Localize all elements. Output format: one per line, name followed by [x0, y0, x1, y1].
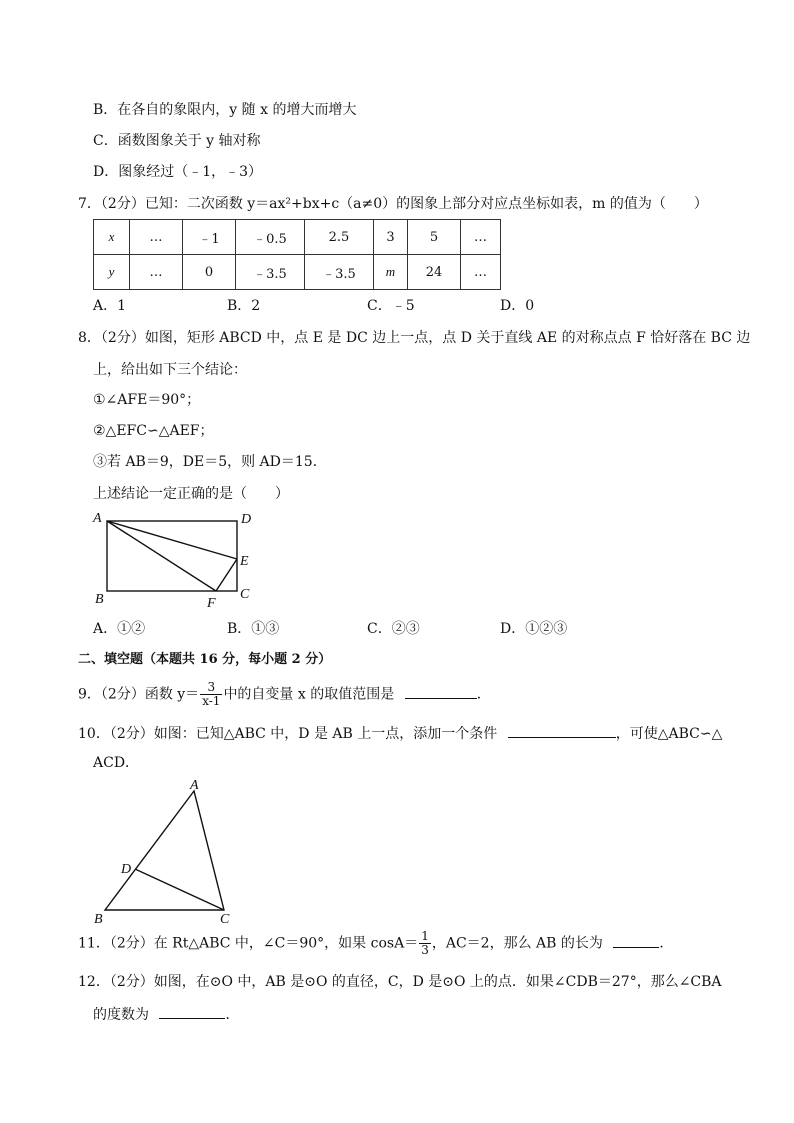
table-row-y: [94, 255, 501, 290]
q7-option-a: A．1: [93, 298, 127, 314]
label-d: D: [241, 512, 252, 527]
q8-question: 上述结论一定正确的是（ ）: [93, 486, 289, 502]
segment-fe: [216, 559, 237, 591]
q8-option-d: D．①②③: [500, 621, 568, 637]
label-a: A: [93, 511, 102, 526]
q9-frac-numerator: 3: [207, 680, 216, 694]
q9-answer-blank[interactable]: [405, 684, 477, 699]
q7-option-c: C．﹣5: [367, 298, 415, 314]
table-cell: 24: [408, 255, 461, 290]
table-cell: x: [94, 220, 130, 255]
table-cell: …: [130, 220, 183, 255]
q6-option-b: B．在各自的象限内，y 随 x 的增大而增大: [93, 102, 357, 118]
q9-prefix: 9．（2分）函数 y＝: [78, 686, 200, 703]
rectangle-abcd: [107, 521, 237, 591]
q8-conclusion-2: ②△EFC∽△AEF；: [93, 423, 214, 439]
segment-dc: [135, 869, 224, 910]
table-row-x: [94, 220, 501, 255]
q12-end: ．: [225, 1007, 240, 1023]
q10-triangle-figure: [88, 775, 248, 930]
q11-end: ．: [659, 935, 674, 952]
segment-ae: [107, 521, 237, 559]
q10-line2: ACD．: [93, 755, 140, 771]
q12-line2: [93, 1004, 239, 1024]
label-b: B: [95, 592, 104, 607]
table-cell: ﹣3.5: [305, 255, 374, 290]
q7-stem: 7．（2分）已知：二次函数 y＝ax²+bx+c（a≠0）的图象上部分对应点坐标如表，m 的值为（ ）: [78, 196, 708, 212]
q9-line: [78, 681, 491, 708]
q6-option-c: C．函数图象关于 y 轴对称: [93, 133, 261, 149]
table-cell: 2.5: [305, 220, 374, 255]
table-cell: y: [94, 255, 130, 290]
q11-frac-denominator: 3: [421, 943, 429, 957]
q12-prefix: 的度数为: [93, 1007, 149, 1023]
q8-stem-line1: 8．（2分）如图，矩形 ABCD 中，点 E 是 DC 边上一点，点 D 关于直线 AE 的对称点点 F 恰好落在 BC 边: [78, 330, 751, 346]
q9-end: ．: [476, 686, 491, 703]
table-cell: m: [374, 255, 408, 290]
q8-conclusion-1: ①∠AFE＝90°；: [93, 392, 201, 408]
label-d: D: [121, 862, 132, 877]
q7-option-d: D．0: [500, 298, 535, 314]
q9-frac-denominator: x-1: [202, 694, 221, 708]
triangle-abc: [105, 791, 224, 910]
q11-suffix: ，AC＝2，那么 AB 的长为: [431, 935, 603, 952]
q11-line: [78, 930, 673, 957]
q11-answer-blank[interactable]: [613, 933, 659, 948]
section-title: 二、填空题（本题共 16 分，每小题 2 分）: [78, 652, 332, 667]
table-cell: 5: [408, 220, 461, 255]
q12-line1: 12．（2分）如图，在⊙O 中，AB 是⊙O 的直径，C，D 是⊙O 上的点．如果∠CDB＝27°，那么∠CBA: [78, 974, 722, 990]
q11-frac-numerator: 1: [421, 929, 429, 943]
segment-af: [107, 521, 216, 591]
q10-prefix: 10．（2分）如图：已知△ABC 中，D 是 AB 上一点，添加一个条件: [78, 726, 498, 742]
table-cell: 0: [183, 255, 236, 290]
table-cell: …: [461, 220, 501, 255]
table-cell: …: [461, 255, 501, 290]
table-cell: ﹣1: [183, 220, 236, 255]
q7-value-table: [93, 219, 501, 290]
q8-option-c: C．②③: [367, 621, 420, 637]
q8-option-a: A．①②: [93, 621, 146, 637]
q11-fraction: [419, 930, 431, 957]
label-c: C: [220, 912, 230, 927]
q9-fraction: [200, 681, 222, 708]
q8-conclusion-3: ③若 AB＝9，DE＝5，则 AD＝15．: [93, 454, 327, 470]
table-cell: ﹣0.5: [236, 220, 305, 255]
q8-rectangle-figure: [88, 506, 258, 612]
label-b: B: [94, 912, 103, 927]
q12-answer-blank[interactable]: [159, 1004, 225, 1019]
label-f: F: [207, 596, 216, 611]
q10-suffix: ，可使△ABC∽△: [615, 726, 723, 742]
q6-option-d: D．图象经过（﹣1，﹣3）: [93, 164, 263, 180]
q7-option-b: B．2: [227, 298, 261, 314]
q8-option-b: B．①③: [227, 621, 280, 637]
table-cell: 3: [374, 220, 408, 255]
label-c: C: [240, 587, 250, 602]
table-cell: ﹣3.5: [236, 255, 305, 290]
label-a: A: [190, 778, 199, 793]
q10-answer-blank[interactable]: [508, 723, 616, 738]
q8-stem-line2: 上，给出如下三个结论：: [93, 362, 247, 378]
q10-line1: [78, 723, 722, 743]
q9-suffix: 中的自变量 x 的取值范围是: [223, 686, 395, 703]
q11-prefix: 11．（2分）在 Rt△ABC 中，∠C＝90°，如果 cosA＝: [78, 935, 419, 952]
label-e: E: [240, 554, 249, 569]
table-cell: …: [130, 255, 183, 290]
